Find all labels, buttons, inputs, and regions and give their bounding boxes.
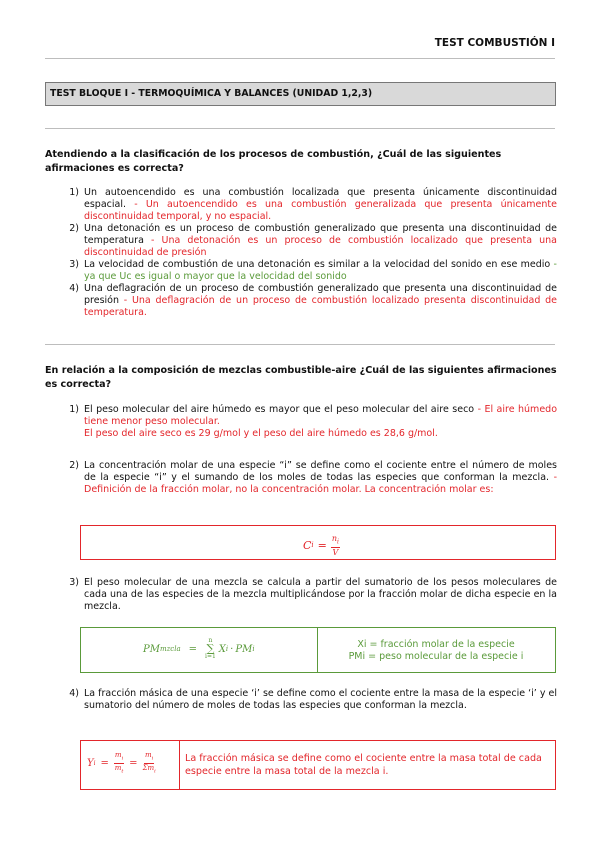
option-correction: - Definición de la fracción molar, no la concentración molar. La concentración molar es: (84, 472, 557, 495)
question-1: Atendiendo a la clasificación de los procesos de combustión, ¿Cuál de las siguientes afirmaciones es correcta? (45, 149, 502, 174)
question-2-option-1 (45, 404, 557, 440)
option-text: Una deflagración de un proceso de combustión generalizado que presenta una discontinuidad de presión (84, 283, 557, 306)
option-text: Una detonación es un proceso de combustión generalizado que presenta una discontinuidad de temperatura (84, 223, 557, 246)
mass-fraction-formula: Y i = $\frac{m_i}{m_t}$ = $m_i$ $\Sigma m_i$ (87, 751, 156, 775)
question-2-option-2 (45, 460, 557, 496)
option-number: 2) (69, 460, 79, 471)
molecular-weight-formula: PM mzcla = n ∑ i=1 X i · PM i (143, 637, 255, 660)
option-text: La fracción másica de una especie ‘i’ se define como el cociente entre la masa de la especie ‘i’ y el sumatorio del número de moles de todas las especies que conforman la mezcla. (84, 688, 557, 711)
header-divider (45, 58, 555, 59)
formula-box-molecular-weight (80, 627, 556, 673)
option-text: Un autoencendido es una combustión localizada que presenta únicamente discontinuidad espacial. (84, 187, 557, 210)
formula-box-mass-fraction (80, 740, 556, 790)
option-correction-detail: El peso del aire seco es 29 g/mol y el peso del aire húmedo es 28,6 g/mol. (84, 428, 438, 439)
option-correction: - El aire húmedo tiene menor peso molecular. (84, 404, 558, 427)
legend-line-1: Xi = fracción molar de la especie (357, 639, 515, 650)
legend-line-2: PMi = peso molecular de la especie i (348, 651, 524, 662)
block-title-box (45, 82, 556, 106)
option-correction: - Un autoencendido es una combustión generalizada que presenta únicamente discontinuidad temporal, y no espacial. (84, 199, 557, 222)
option-number: 4) (69, 688, 79, 699)
option-number: 4) (69, 283, 79, 294)
question-1-options (45, 187, 557, 319)
section-divider (45, 128, 555, 129)
option-item (45, 187, 557, 223)
option-correction: - Una deflagración de un proceso de combustión localizado presenta discontinuidad de temperatura. (84, 295, 557, 318)
option-number: 1) (69, 404, 79, 415)
question-2-option-3 (45, 577, 557, 613)
block-title: TEST BLOQUE I - TERMOQUÍMICA Y BALANCES (UNIDAD 1,2,3) (50, 88, 373, 99)
option-item (45, 223, 557, 259)
option-item (45, 283, 557, 319)
formula-box-concentration (80, 525, 556, 560)
question-2: En relación a la composición de mezclas combustible-aire ¿Cuál de las siguientes afirmaciones es correcta? (45, 365, 557, 390)
section-divider (45, 344, 555, 345)
formula-legend (317, 639, 555, 663)
option-number: 3) (69, 577, 79, 588)
option-number: 3) (69, 259, 79, 270)
option-text: El peso molecular del aire húmedo es mayor que el peso molecular del aire seco (84, 404, 475, 415)
option-correction: - Una detonación es un proceso de combustión localizado que presenta una discontinuidad de presión (84, 235, 557, 258)
question-2-option-4 (45, 688, 557, 712)
option-text: El peso molecular de una mezcla se calcula a partir del sumatorio de los pesos moleculares de cada una de las especies de la mezcla multiplicándose por la fracción molar de dicha especie en la mezcla. (84, 577, 557, 612)
option-text: La concentración molar de una especie “i” se define como el cociente entre el número de moles de la especie “i” y el sumando de los moles de todas las especies que conforman la mezcla. (84, 460, 557, 483)
option-correction: - ya que Uc es igual o mayor que la velocidad del sonido (84, 259, 557, 282)
option-text: La velocidad de combustión de una detonación es similar a la velocidad del sonido en ese medio (84, 259, 551, 270)
option-number: 2) (69, 223, 79, 234)
document-header-title: TEST COMBUSTIÓN I (434, 37, 555, 49)
concentration-formula: C i = $\frac{n_i}{V}$ (303, 534, 339, 557)
mass-fraction-note: La fracción másica se define como el cociente entre la masa total de cada especie entre la masa total de la mezcla i. (185, 753, 542, 777)
option-item (45, 259, 557, 283)
option-number: 1) (69, 187, 79, 198)
box-divider (179, 741, 180, 789)
